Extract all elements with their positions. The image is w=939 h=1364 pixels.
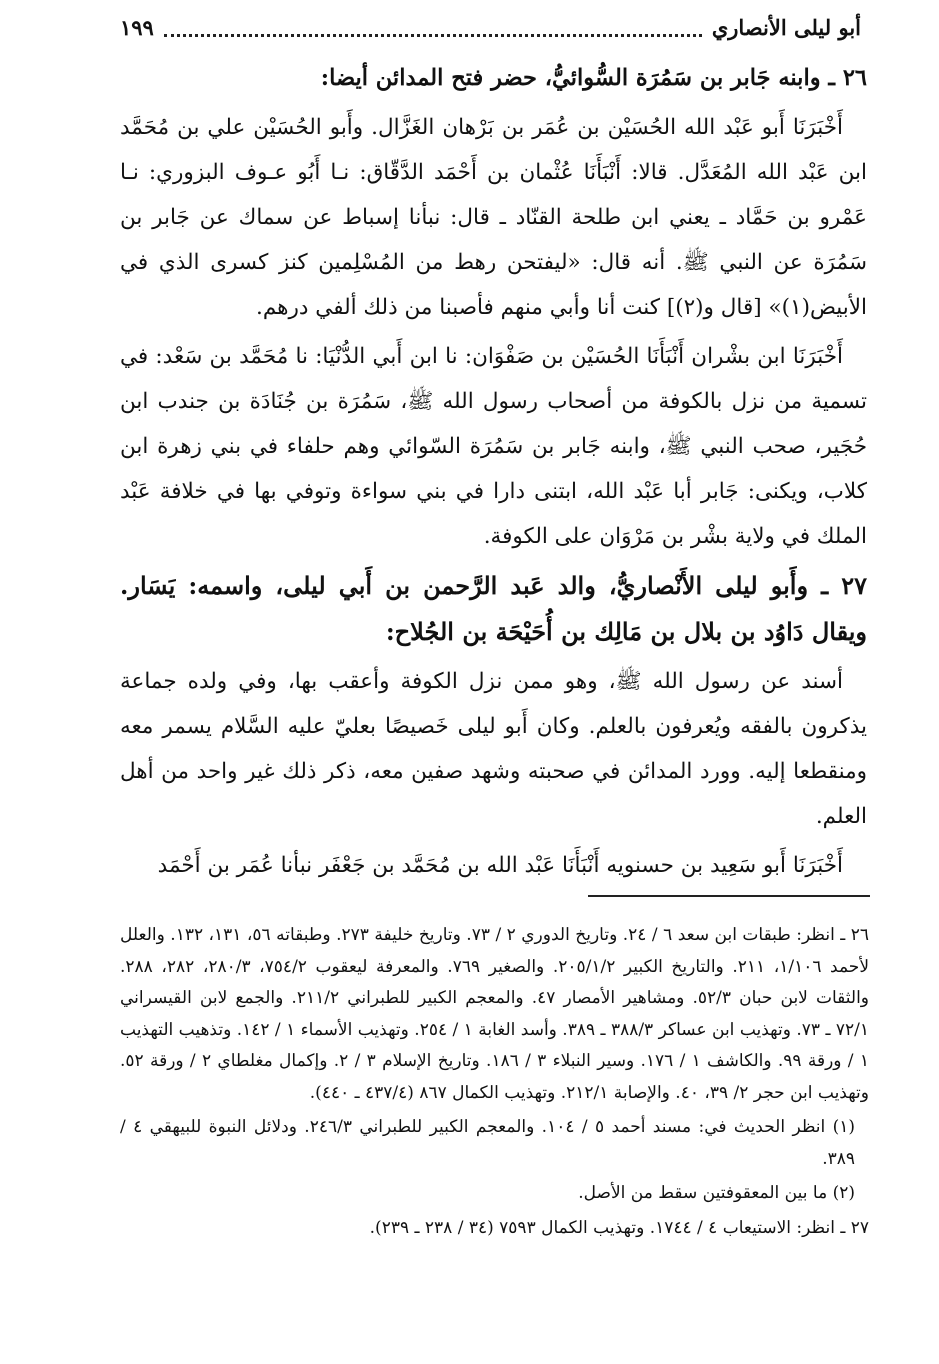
footnote-27: ٢٧ ـ انظر: الاستيعاب ٤ / ١٧٤٤. وتهذيب الكمال ٧٥٩٣ (٣٤ / ٢٣٨ ـ ٢٣٩). [369,1217,869,1238]
entry-27-heading: ٢٧ ـ وأَبو ليلى الأَنْصاريُّ، والد عَبد الرَّحمن بن أَبي ليلى، واسمه: يَسَار. ويقال دَاوُد بن بلال بن مَالِك بن أُحَيْحَة بن الجُلاح: [120,571,867,646]
running-head [120,10,861,44]
footnotes [120,920,869,1247]
entry-26-paragraph-2: أَخْبَرَنَا ابن بشْران أَنْبَأَنَا الحُسَيْن بن صَفْوَان: نا ابن أَبي الدُّنْيَا: نا مُحَمَّد بن سَعْد: في تسمية من نزل بالكوفة من أصحاب رسول الله ﷺ، سَمُرَة بن جُنَادَة بن جندب ابن حُجَير، صحب النبي ﷺ، وابنه جَابر بن سَمُرَة السّوائي وهم حلفاء في بني زهرة ابن كلاب، ويكنى: جَابر أبا عَبْد الله، ابتنى دارا في بني سواءة وتوفي بها في خلافة عَبْد الملك في ولاية بشْر بن مَرْوَان على الكوفة. [120,344,867,549]
footnote-1: (١) انظر الحديث في: مسند أحمد ٥ / ١٠٤. والمعجم الكبير للطبراني ٢٤٦/٣. ودلائل النبوة للبيهقي ٤ / ٣٨٩. [120,1117,856,1169]
footnote-separator [588,895,870,897]
leader-dots [164,18,702,37]
entry-27-paragraph-2: أَخْبَرَنَا أَبو سَعِيد بن حسنويه أَنْبَأَنَا عَبْد الله بن مُحَمَّد بن جَعْفَر نبأنا عُمَر بن أَحْمَد [157,853,843,878]
footnote-2: (٢) ما بين المعقوفتين سقط من الأصل. [578,1183,855,1203]
page-number: ١٩٩ [120,14,154,40]
entry-26-paragraph-1: أَخْبَرَنَا أَبو عَبْد الله الحُسَيْن بن عُمَر بن بَرْهان الغَزَّال. وأَبو الحُسَيْن علي بن مُحَمَّد ابن عَبْد الله المُعَدَّل. قالا: أَنْبَأَنَا عُثْمان بن أَحْمَد الدَّقّاق: نـا أَبُو عـوف البزوري: نـا عَمْرو بن حَمَّاد ـ يعني ابن طلحة القنّاد ـ قال: نبأنا إسباط عن سماك عن جَابر بن سَمُرَة عن النبي ﷺ. أنه قال: «ليفتحن رهط من المُسْلِمين كنز كسرى الذي في الأبيض(١)» [قال و(٢)] كنت أنا وأبي منهم فأصبنا من ذلك ألفي درهم. [120,115,867,320]
entry-26-heading: ٢٦ ـ وابنه جَابر بن سَمُرَة السُّوائيُّ، حضر فتح المدائن أيضا: [320,65,867,91]
entry-27-paragraph-1: أسند عن رسول الله ﷺ، وهو ممن نزل الكوفة وأعقب بها، وفي ولده جماعة يذكرون بالفقه ويُعرفون بالعلم. وكان أَبو ليلى خَصيصًا بعليّ عليه السَّلام يسمر معه ومنقطعا إليه. وورد المدائن في صحبته وشهد صفين معه، ذكر ذلك غير واحد من أهل العلم. [120,669,867,829]
footnote-26: ٢٦ ـ انظر: طبقات ابن سعد ٦ / ٢٤. وتاريخ الدوري ٢ / ٧٣. وتاريخ خليفة ٢٧٣. وطبقاته ٥٦، ١٣١، ١٣٢. والعلل لأحمد ١/١٠٦، ٢١١. والتاريخ الكبير ٢٠٥/١/٢. والصغير ٧٦٩. والمعرفة ليعقوب ٧٥٤/٢، ٢٨٠/٣، ٢٨٢، ٢٨٨. والثقات لابن حبان ٥٢/٣. ومشاهير الأمصار ٤٧. والمعجم الكبير للطبراني ٢١١/٢. والجمع لابن القيسراني ٧٢/١ ـ ٧٣. وتهذيب ابن عساكر ٣٨٨/٣ ـ ٣٨٩. وأسد الغابة ١ / ٢٥٤. وتهذيب الأسماء ١ / ١٤٢. وتذهيب التهذيب ١ / ورقة ٩٩. والكاشف ١ / ١٧٦. وسير النبلاء ٣ / ١٨٦. وتاريخ الإسلام ٣ / ٢. وإكمال مغلطاي ٢ / ورقة ٥٢. وتهذيب ابن حجر ٢/ ٣٩، ٤٠. والإصابة ٢١٢/١. وتهذيب الكمال ٨٦٧ (٤٣٧/٤ ـ ٤٤٠). [120,925,870,1103]
main-text [120,56,867,892]
running-head-title: أبو ليلى الأنصاري [711,14,861,40]
